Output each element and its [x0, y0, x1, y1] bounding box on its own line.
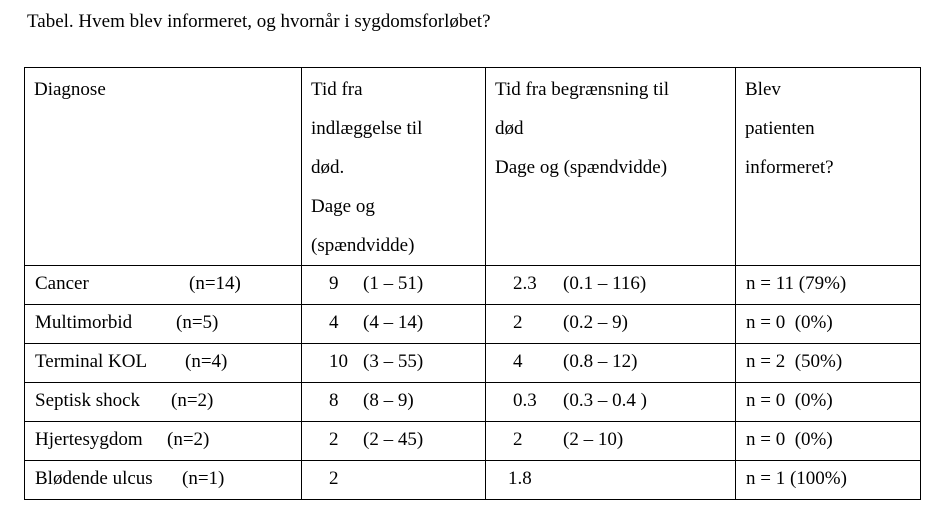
header-tid-indlaeggelse-line: indlæggelse til: [311, 118, 423, 139]
diagnose-count: (n=4): [185, 351, 228, 372]
header-tid-begraensning: [486, 68, 736, 266]
cell-limitation: [486, 383, 736, 422]
admission-range: (4 – 14): [363, 312, 424, 333]
cell-admission: [302, 344, 486, 383]
cell-limitation: [486, 344, 736, 383]
informed-value: n = 0 (0%): [746, 429, 833, 450]
diagnose-name: Hjertesygdom: [35, 429, 143, 450]
admission-days: 10: [329, 351, 348, 372]
header-informeret-line: Blev: [745, 79, 781, 100]
table-row: [25, 383, 921, 422]
cell-diagnose: [25, 305, 302, 344]
header-informeret-line: patienten: [745, 118, 815, 139]
cell-diagnose: [25, 266, 302, 305]
header-tid-indlaeggelse-line: død.: [311, 157, 345, 178]
cell-informed: [736, 383, 921, 422]
diagnose-count: (n=2): [171, 390, 214, 411]
limitation-range: (0.3 – 0.4 ): [563, 390, 647, 411]
cell-informed: [736, 266, 921, 305]
header-informeret-line: informeret?: [745, 157, 834, 178]
admission-range: (8 – 9): [363, 390, 414, 411]
diagnose-name: Septisk shock: [35, 390, 141, 411]
informed-value: n = 0 (0%): [746, 390, 833, 411]
header-diagnose: [25, 68, 302, 266]
cell-diagnose: [25, 461, 302, 500]
admission-range: (1 – 51): [363, 273, 424, 294]
diagnose-count: (n=1): [182, 468, 225, 489]
cell-admission: [302, 383, 486, 422]
header-tid-begraensning-line: død: [495, 118, 524, 139]
header-tid-indlaeggelse-line: Tid fra: [311, 79, 363, 100]
table-row: [25, 305, 921, 344]
cell-admission: [302, 305, 486, 344]
table-row: [25, 422, 921, 461]
cell-diagnose: [25, 422, 302, 461]
admission-range: (2 – 45): [363, 429, 424, 450]
admission-days: 9: [329, 273, 339, 294]
cell-informed: [736, 305, 921, 344]
table-row: [25, 461, 921, 500]
admission-days: 8: [329, 390, 339, 411]
diagnose-name: Terminal KOL: [35, 351, 148, 372]
informed-value: n = 1 (100%): [746, 468, 847, 489]
header-tid-begraensning-line: Dage og (spændvidde): [495, 157, 668, 178]
limitation-days: 2: [513, 429, 523, 450]
limitation-days: 2: [513, 312, 523, 333]
limitation-range: (2 – 10): [563, 429, 624, 450]
limitation-days: 2.3: [513, 273, 537, 294]
table-row: [25, 344, 921, 383]
limitation-range: (0.2 – 9): [563, 312, 628, 333]
cell-informed: [736, 344, 921, 383]
diagnose-count: (n=14): [189, 273, 241, 294]
header-diagnose-line: Diagnose: [34, 79, 106, 100]
admission-range: (3 – 55): [363, 351, 424, 372]
header-tid-indlaeggelse-line: Dage og: [311, 196, 375, 217]
limitation-range: (0.8 – 12): [563, 351, 638, 372]
diagnose-name: Cancer: [35, 273, 89, 294]
cell-limitation: [486, 305, 736, 344]
table-row: [25, 266, 921, 305]
cell-diagnose: [25, 344, 302, 383]
informed-value: n = 0 (0%): [746, 312, 833, 333]
admission-days: 4: [329, 312, 339, 333]
admission-days: 2: [329, 468, 339, 489]
cell-limitation: [486, 422, 736, 461]
data-table: [24, 67, 921, 500]
limitation-days: 1.8: [508, 468, 532, 489]
cell-diagnose: [25, 383, 302, 422]
limitation-days: 4: [513, 351, 523, 372]
informed-value: n = 2 (50%): [746, 351, 843, 372]
admission-days: 2: [329, 429, 339, 450]
diagnose-count: (n=5): [176, 312, 219, 333]
informed-value: n = 11 (79%): [746, 273, 847, 294]
cell-admission: [302, 266, 486, 305]
table-title: Tabel. Hvem blev informeret, og hvornår i sygdomsforløbet?: [27, 11, 491, 32]
diagnose-name: Multimorbid: [35, 312, 133, 333]
limitation-range: (0.1 – 116): [563, 273, 647, 294]
diagnose-count: (n=2): [167, 429, 210, 450]
header-tid-indlaeggelse-line: (spændvidde): [311, 235, 415, 256]
cell-limitation: [486, 266, 736, 305]
cell-informed: [736, 422, 921, 461]
cell-limitation: [486, 461, 736, 500]
cell-admission: [302, 422, 486, 461]
header-tid-begraensning-line: Tid fra begrænsning til: [495, 79, 669, 100]
header-row: [25, 68, 921, 266]
limitation-days: 0.3: [513, 390, 537, 411]
diagnose-name: Blødende ulcus: [35, 468, 153, 489]
header-informeret: [736, 68, 921, 266]
cell-informed: [736, 461, 921, 500]
header-tid-indlaeggelse: [302, 68, 486, 266]
cell-admission: [302, 461, 486, 500]
